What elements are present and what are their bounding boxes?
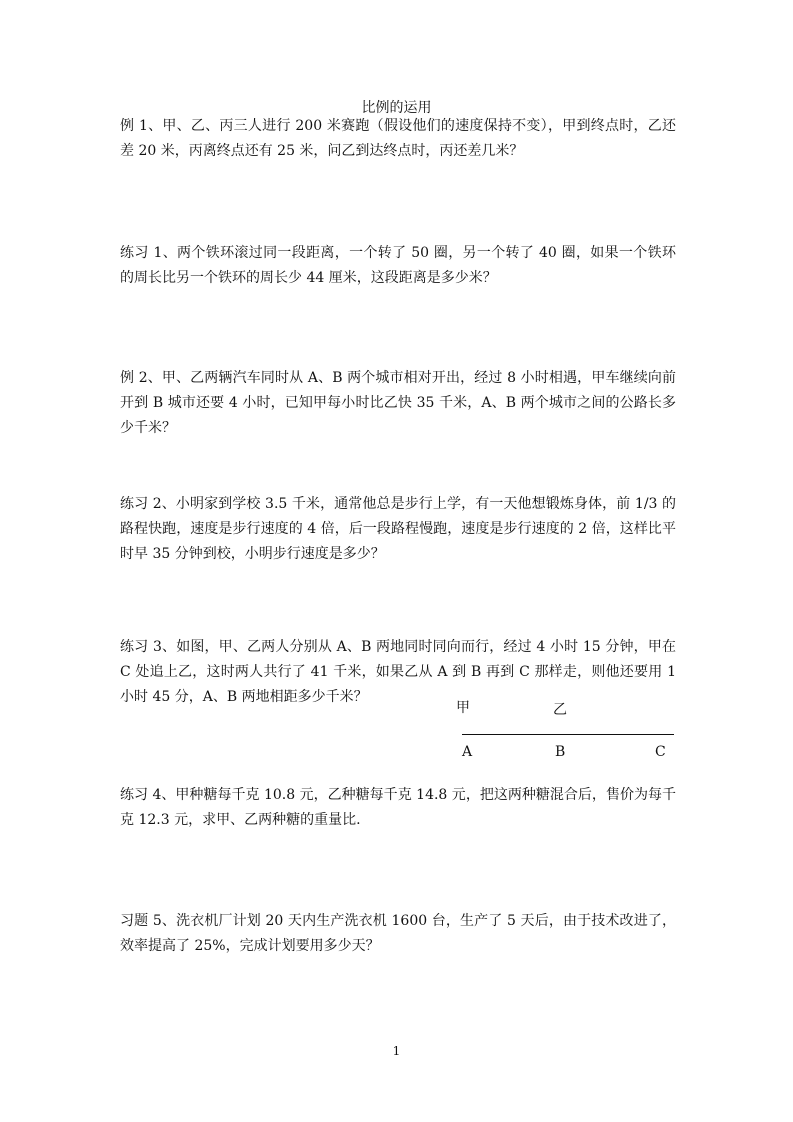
example-2: 例 2、甲、乙两辆汽车同时从 A、B 两个城市相对开出，经过 8 小时相遇，甲车继续向前开到 B 城市还要 4 小时，已知甲每小时比乙快 35 千米，A、B 两个城市之间的公路长多少千米？	[120, 370, 676, 436]
example-1: 例 1、甲、乙、丙三人进行 200 米赛跑（假设他们的速度保持不变），甲到终点时，乙还差 20 米，丙离终点还有 25 米，问乙到达终点时，丙还差几米？	[120, 118, 676, 159]
exercise-1: 练习 1、两个铁环滚过同一段距离，一个转了 50 圈，另一个转了 40 圈，如果一个铁环的周长比另一个铁环的周长少 44 厘米，这段距离是多少米？	[120, 245, 676, 286]
problem-5: 习题 5、洗衣机厂计划 20 天内生产洗衣机 1600 台，生产了 5 天后，由于技术改进了，效率提高了 25%，完成计划要用多少天？	[120, 913, 676, 954]
page-title: 比例的运用	[361, 100, 432, 116]
route-line	[462, 734, 674, 735]
route-diagram	[456, 696, 678, 766]
diagram-point-c: C	[655, 744, 666, 760]
diagram-label-jia: 甲	[456, 700, 470, 716]
exercise-4: 练习 4、甲种糖每千克 10.8 元，乙种糖每千克 14.8 元，把这两种糖混合后，售价为每千克 12.3 元，求甲、乙两种糖的重量比.	[120, 787, 676, 828]
exercise-3: 练习 3、如图，甲、乙两人分别从 A、B 两地同时同向而行，经过 4 小时 15 分钟，甲在 C 处追上乙，这时两人共行了 41 千米，如果乙从 A 到 B 再到 C 那样走，则他还要用 1 小时 45 分，A、B 两地相距多少千米？	[120, 639, 676, 705]
diagram-label-yi: 乙	[553, 702, 567, 718]
diagram-point-a: A	[462, 744, 473, 760]
exercise-2: 练习 2、小明家到学校 3.5 千米，通常他总是步行上学，有一天他想锻炼身体，前 1/3 的路程快跑，速度是步行速度的 4 倍，后一段路程慢跑，速度是步行速度的 2 倍，这样比平时早 35 分钟到校，小明步行速度是多少？	[120, 496, 676, 562]
page-number: 1	[392, 1044, 401, 1058]
diagram-point-b: B	[555, 744, 566, 760]
